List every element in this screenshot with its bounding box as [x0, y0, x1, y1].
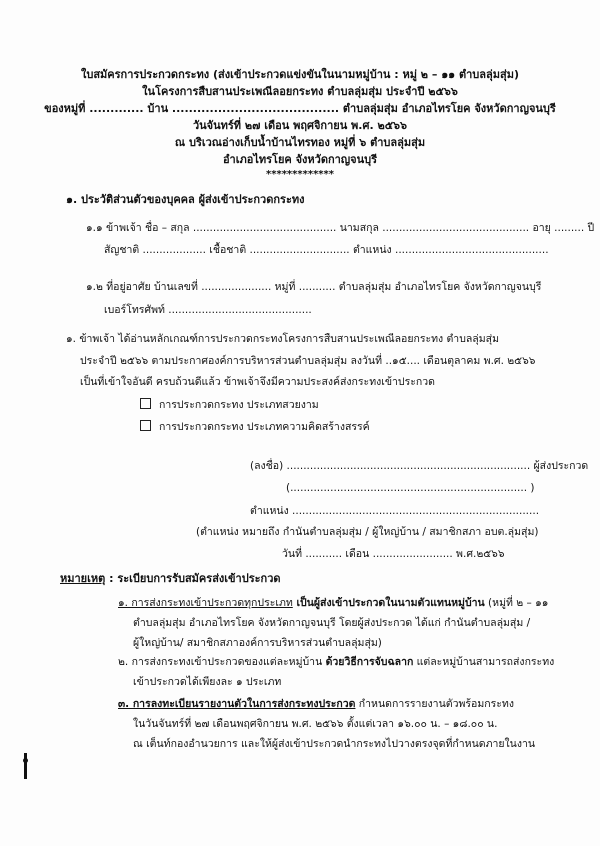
event-district: อำเภอไทรโยค จังหวัดกาญจนบุรี [222, 153, 378, 166]
event-date: วันจันทร์ที่ ๒๗ เดือน พฤศจิกายน พ.ศ. ๒๕๖๖ [192, 119, 408, 132]
remarks-heading [60, 572, 281, 585]
remark-3-rest: กำหนดการรายงานตัวพร้อมกระทง [355, 698, 514, 710]
remark-1-underlined: ๑. การส่งกระทงเข้าประกวดทุกประเภท [118, 597, 293, 609]
signature-name-line[interactable]: (....................................................................... ) [286, 482, 535, 494]
remark-1-bold: เป็นผู้ส่งเข้าประกวดในนามตัวแทนหมู่บ้าน [292, 597, 485, 609]
remark-1-line-2: ตำบลลุ่มสุ่ม อำเภอไทรโยค จังหวัดกาญจนบุรี โดยผู้ส่งประกวด ได้แก่ กำนันตำบลลุ่มสุ่ม / [133, 617, 531, 629]
position-line[interactable]: ตำแหน่ง .......................................................................... [250, 505, 540, 517]
phone-field-line[interactable]: เบอร์โทรศัพท์ ........................................... [104, 304, 312, 316]
remark-3-line-2: ในวันจันทร์ที่ ๒๗ เดือนพฤศจิกายน พ.ศ. ๒๕๖๖ ตั้งแต่เวลา ๑๖.๐๐ น. – ๑๘.๐๐ น. [133, 718, 498, 730]
creative-checkbox[interactable] [140, 420, 151, 431]
remark-2-rest: แต่ละหมู่บ้านสามารถส่งกระทง [413, 656, 555, 668]
address-field-line[interactable]: ๑.๒ ที่อยู่อาศัย บ้านเลขที่ ..................... หมู่ที่ ........... ตำบลลุ่มสุ่ม อำเภอไทรโยค จังหวัดกาญจนบุรี [86, 281, 542, 293]
section1-title: ๑. ประวัติส่วนตัวของบุคคล ผู้ส่งเข้าประกวดกระทง [66, 193, 305, 206]
beautiful-checkbox[interactable] [140, 398, 151, 409]
option-creative-label: การประกวดกระทง ประเภทความคิดสร้างสรรค์ [159, 421, 370, 433]
remarks-title: : ระเบียบการรับสมัครส่งเข้าประกวด [105, 572, 281, 585]
village-line: ของหมู่ที่ ............. บ้าน ........................................ ตำบลลุ่มสุ่ม อำเภอไทรโยค จังหวัดกาญจนบุรี [44, 102, 556, 115]
remark-2-line-2: เข้าประกวดได้เพียงละ ๑ ประเภท [133, 676, 282, 688]
remark-1-line-3: ผู้ใหญ่บ้าน/ สมาชิกสภาองค์การบริหารส่วนตำบลลุ่มสุ่ม) [133, 637, 382, 649]
declaration-line-1: ๑. ข้าพเจ้า ได้อ่านหลักเกณฑ์การประกวดกระทงโครงการสืบสานประเพณีลอยกระทง ตำบลลุ่มสุ่ม [66, 333, 499, 345]
date-line[interactable]: วันที่ ........... เดือน ........................ พ.ศ.๒๕๖๖ [282, 548, 505, 560]
remark-2-line-1 [118, 656, 554, 669]
remark-3-line-1 [118, 698, 514, 711]
scan-mark-dot [23, 758, 28, 763]
name-field-line[interactable]: ๑.๑ ข้าพเจ้า ชื่อ – สกุล ........................................... นามสกุล ............................................ อายุ ......... ปี [86, 222, 595, 234]
remarks-label: หมายเหตุ [60, 572, 106, 585]
option-creative[interactable] [140, 420, 370, 434]
remark-2-text: ๒. การส่งกระทงเข้าประกวดของแต่ละหมู่บ้าน [118, 656, 326, 668]
option-beautiful-label: การประกวดกระทง ประเภทสวยงาม [159, 399, 319, 411]
form-title: ใบสมัครการประกวดกระทง (ส่งเข้าประกวดแข่งขันในนามหมู่บ้าน : หมู่ ๒ – ๑๑ ตำบลลุ่มสุ่ม) [80, 68, 520, 81]
option-beautiful[interactable] [140, 398, 319, 412]
event-venue: ณ บริเวณอ่างเก็บน้ำบ้านไทรทอง หมู่ที่ ๖ ตำบลลุ่มสุ่ม [174, 136, 426, 149]
scan-mark [24, 753, 27, 779]
declaration-line-3: เป็นที่เข้าใจอันดี ครบถ้วนดีแล้ว ข้าพเจ้าจึงมีความประสงค์ส่งกระทงเข้าประกวด [80, 376, 435, 388]
remark-3-line-3: ณ เต็นท์กองอำนวยการ และให้ผู้ส่งเข้าประกวดนำกระทงไปวางตรงจุดที่กำหนดภายในงาน [133, 738, 536, 750]
project-title: ในโครงการสืบสานประเพณีลอยกระทง ตำบลลุ่มสุ่ม ประจำปี ๒๕๖๖ [142, 85, 458, 98]
remark-1-line-1 [118, 597, 548, 610]
remark-3-bold: ๓. การลงทะเบียนรายงานตัวในการส่งกระทงประกวด [118, 698, 356, 710]
remark-1-rest: (หมู่ที่ ๒ – ๑๑ [484, 597, 549, 609]
position-note: (ตำแหน่ง หมายถึง กำนันตำบลลุ่มสุ่ม / ผู้ใหญ่บ้าน / สมาชิกสภา อบต.ลุ่มสุ่ม) [196, 526, 539, 538]
declaration-line-2: ประจำปี ๒๕๖๖ ตามประกาศองค์การบริหารส่วนตำบลลุ่มสุ่ม ลงวันที่ ..๑๕.... เดือนตุลาคม พ.ศ. ๒๕๖๖ [80, 355, 536, 367]
remark-2-bold: ด้วยวิธีการจับฉลาก [325, 656, 414, 668]
header-divider-stars: ************* [266, 169, 334, 180]
nationality-field-line[interactable]: สัญชาติ ................... เชื้อชาติ .............................. ตำแหน่ง .............................................. [104, 244, 549, 256]
signature-line[interactable]: (ลงชื่อ) ......................................................................... ผู้ส่งประกวด [250, 460, 589, 472]
